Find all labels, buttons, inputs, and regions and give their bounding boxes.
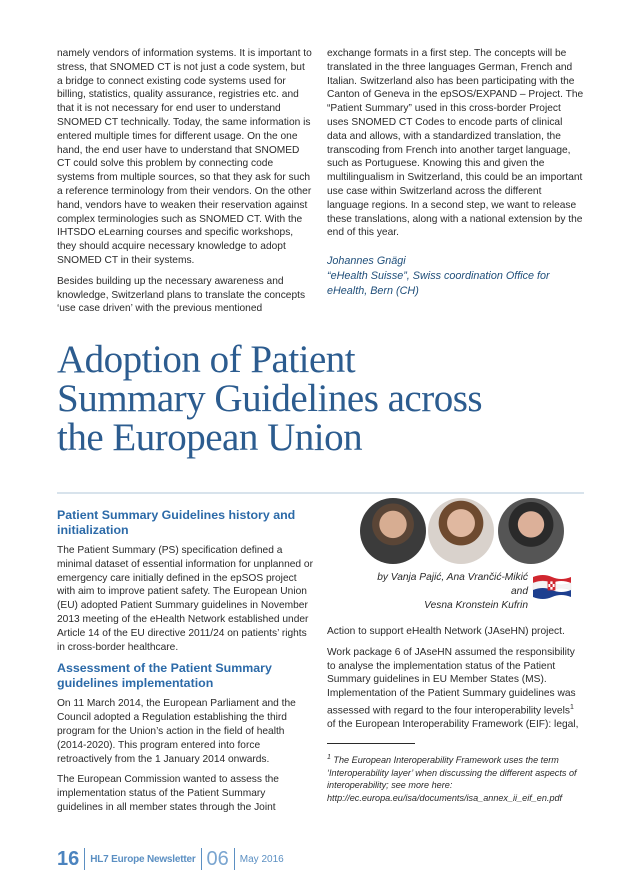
title-line: Adoption of Patient [57, 338, 356, 381]
author-photo [498, 498, 564, 564]
byline-line: Vesna Kronstein Kufrin [424, 600, 528, 611]
page-footer [57, 848, 284, 870]
section-heading: Assessment of the Patient Summary guidelines implementation [57, 661, 272, 691]
footer-divider [234, 848, 235, 870]
paragraph: Besides building up the necessary awareness and knowledge, Switzerland plans to translate the concepts ‘use case driven’ with the previous mentioned [57, 275, 306, 315]
byline-line: by Vanja Pajić, Ana Vrančić-Mikić and [377, 572, 528, 597]
title-line: Summary Guidelines across [57, 377, 483, 420]
footer-divider [201, 848, 202, 870]
author-photos [360, 494, 575, 568]
newsletter-name: HL7 Europe Newsletter [90, 853, 196, 865]
author-organization: “eHealth Suisse”, Swiss coordination Office for eHealth, Bern (CH) [327, 270, 550, 298]
paragraph: The Patient Summary (PS) specification defined a minimal dataset of essential information for unplanned or emergency care initially defined in the epSOS project with aim to improve patient safety. The European Union (EU) adopted Patient Summary guidelines in November 2013 meeting of the eHealth Network established under Article 14 of the EU directive 2011/24 on patients’ rights in cross-border healthcare. [57, 545, 313, 653]
article-right-column [327, 625, 584, 804]
issue-number: 06 [206, 847, 229, 870]
author-name: Johannes Gnägi [327, 255, 406, 268]
paragraph: On 11 March 2014, the European Parliament and the Council adopted a Regulation establishing the third program for the Union’s action in the field of health (2014-2020). This program entered into force retroactively from the 1 January 2014 onwards. [57, 698, 296, 765]
paragraph: namely vendors of information systems. It is important to stress, that SNOMED CT is not just a code system, but a bridge to connect existing code systems used for billing, statistics, quality assurance, registries etc. and that it is not necessary for end user to understand SNOMED CT technically. Today, the same information is entered multiple times for different usage. On the one hand, the end user have to understand that SNOMED CT could solve this problem by connecting code systems from multiple sources, so that they ask for such a reference terminology from their vendors. On the other hand, vendors have to weaken their reservation against complex terminologies such as SNOMED CT. With the IHTSDO eLearning courses and specific workshops, they should acquire necessary knowledge to adopt SNOMED CT in their systems. [57, 48, 312, 266]
article-title [57, 340, 597, 457]
issue-date: May 2016 [239, 853, 284, 865]
footer-divider [84, 848, 85, 870]
author-photo [428, 498, 494, 564]
paragraph: exchange formats in a first step. The concepts will be translated in the three languages German, French and Italian. Switzerland also has been participating with the Canton of Geneva in the epSOS/EXPAND – Project. The “Patient Summary” used in this cross-border Project uses SNOMED CT Codes to encode parts of clinical data and allows, with a standardized translation, the transcoding from French into another target language, such as Portuguese. Knowing this and given the multilingualism in Switzerland, this could be an important use case within Switzerland across the different language regions. In a second step, we want to release these translations, along with a national extension by the end of this year. [327, 48, 584, 239]
title-line: the European Union [57, 416, 363, 459]
footnote-divider [327, 743, 415, 744]
paragraph: The European Commission wanted to assess the implementation status of the Patient Summary guidelines in all member states through the Joint [57, 774, 279, 813]
author-signature [327, 254, 584, 299]
paragraph: Work package 6 of JAseHN assumed the responsibility to analyse the implementation status of the Patient Summary guidelines in EU Member States (MS). Implementation of the Patient Summary guidelines was assessed with regard to the four interoperability levels$^1$ of the European Interoperability Framework (EIF): legal, [327, 646, 579, 731]
paragraph: Action to support eHealth Network (JAseHN) project. [327, 626, 565, 637]
top-left-column [57, 47, 313, 323]
top-right-column [327, 47, 584, 299]
byline [360, 571, 528, 613]
footnote: $^1$ The European Interoperability Framework uses the term ‘Interoperability layer’ when discussing the different aspects of interoperability; see more here: http://ec.europa.eu/isa/documents/isa_annex_ii_eif_en.pdf [327, 753, 577, 803]
article-left-column [57, 508, 313, 822]
croatia-flag-icon [531, 571, 573, 605]
author-photo [360, 498, 426, 564]
section-heading: Patient Summary Guidelines history and initialization [57, 508, 296, 537]
page-number: 16 [57, 847, 80, 870]
